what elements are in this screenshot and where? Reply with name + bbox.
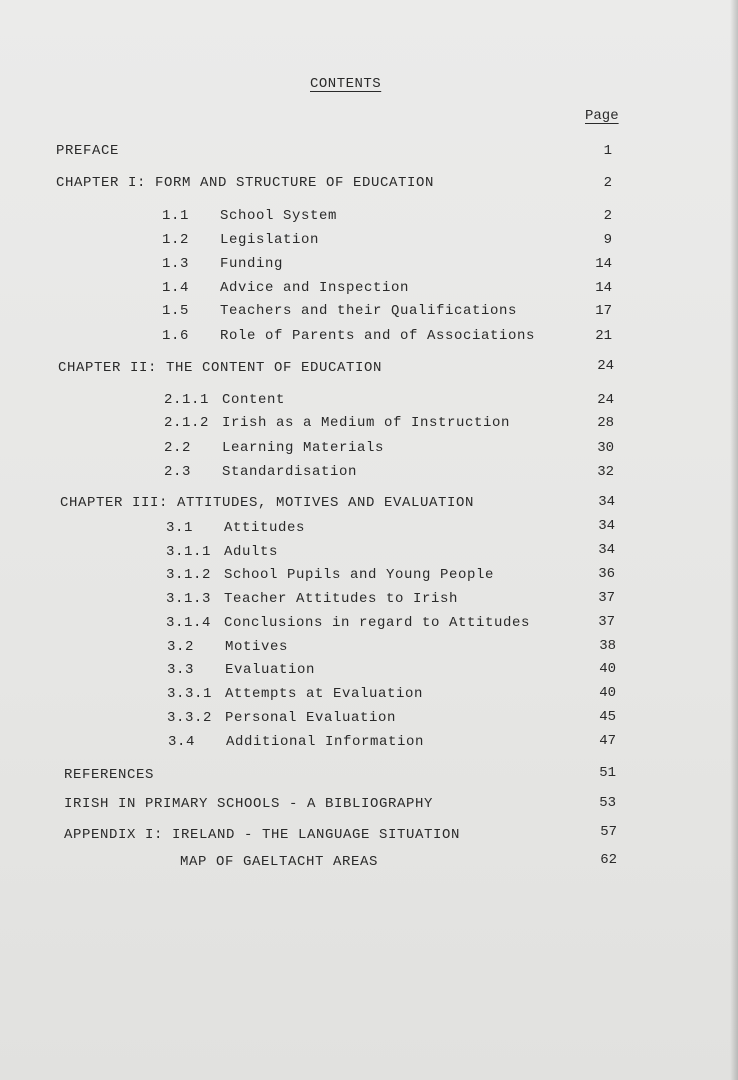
toc-section-entry: [164, 392, 285, 408]
toc-entry-text: CHAPTER III: ATTITUDES, MOTIVES AND EVALUATION: [60, 495, 475, 511]
toc-section-entry: [166, 520, 305, 536]
toc-section-entry: [164, 415, 510, 431]
toc-section-entry: [167, 686, 423, 702]
toc-entry-appendix: [64, 827, 460, 843]
page-column-heading: Page: [585, 108, 619, 124]
toc-section-number: 3.1.4: [166, 615, 212, 631]
toc-chapter-heading: [60, 495, 474, 511]
toc-page-number: 9: [603, 232, 612, 248]
toc-page-number: 14: [595, 256, 612, 272]
toc-chapter-heading: [58, 360, 382, 376]
toc-section-entry: [162, 280, 409, 296]
toc-page-number: 34: [598, 542, 615, 558]
toc-page-number: 47: [599, 733, 616, 749]
toc-entry-text: Teachers and their Qualifications: [220, 303, 518, 319]
toc-page-number: 21: [595, 328, 612, 344]
toc-section-number: 3.1.3: [166, 591, 212, 607]
toc-entry-text: School System: [220, 208, 338, 224]
toc-section-number: 2.1.1: [164, 392, 210, 408]
toc-entry-text: REFERENCES: [64, 767, 155, 783]
toc-page-number: 2: [603, 175, 612, 191]
toc-section-entry: [167, 710, 396, 726]
toc-page-number: 57: [600, 824, 617, 840]
toc-chapter-heading: [56, 175, 434, 191]
toc-entry-text: PREFACE: [56, 143, 120, 159]
toc-section-number: 1.3: [162, 256, 190, 272]
toc-section-entry: [162, 208, 337, 224]
toc-section-number: 3.4: [168, 734, 196, 750]
toc-section-number: 1.4: [162, 280, 190, 296]
toc-section-number: 3.1.2: [166, 567, 212, 583]
toc-page-number: 30: [597, 440, 614, 456]
toc-entry-references: [64, 767, 154, 783]
toc-page-number: 34: [598, 494, 615, 510]
toc-entry-text: Attitudes: [224, 520, 306, 536]
toc-entry-text: Motives: [225, 639, 289, 655]
toc-page-number: 24: [597, 392, 614, 408]
toc-entry-text: Teacher Attitudes to Irish: [224, 591, 459, 607]
toc-page-number: 51: [599, 765, 616, 781]
toc-page-number: 40: [599, 661, 616, 677]
toc-entry-text: Personal Evaluation: [225, 710, 397, 726]
toc-section-entry: [167, 639, 288, 655]
toc-page-number: 28: [597, 415, 614, 431]
toc-entry-text: Learning Materials: [222, 440, 385, 456]
toc-section-number: 1.1: [162, 208, 190, 224]
toc-page-number: 1: [603, 143, 612, 159]
toc-entry-text: Role of Parents and of Associations: [220, 328, 536, 344]
toc-section-number: 1.5: [162, 303, 190, 319]
toc-entry-text: Additional Information: [226, 734, 425, 750]
toc-page-number: 24: [597, 358, 614, 374]
toc-section-entry: [162, 303, 517, 319]
toc-section-entry: [164, 464, 357, 480]
toc-entry-text: Evaluation: [225, 662, 316, 678]
toc-entry-text: School Pupils and Young People: [224, 567, 495, 583]
toc-entry-bibliography: [64, 796, 433, 812]
toc-page-number: 45: [599, 709, 616, 725]
toc-section-number: 2.2: [164, 440, 192, 456]
toc-entry-text: Adults: [224, 544, 279, 560]
toc-page-number: 37: [598, 590, 615, 606]
toc-entry-text: Attempts at Evaluation: [225, 686, 424, 702]
toc-section-entry: [166, 567, 494, 583]
toc-entry-text: Funding: [220, 256, 284, 272]
toc-page-number: 38: [599, 638, 616, 654]
toc-entry-text: Content: [222, 392, 286, 408]
toc-page-number: 14: [595, 280, 612, 296]
toc-section-number: 3.1: [166, 520, 194, 536]
toc-page-number: 17: [595, 303, 612, 319]
toc-section-number: 3.3: [167, 662, 195, 678]
toc-section-number: 3.3.1: [167, 686, 213, 702]
toc-section-entry: [166, 591, 458, 607]
toc-page-number: 32: [597, 464, 614, 480]
toc-section-entry: [162, 232, 319, 248]
toc-section-entry: [168, 734, 424, 750]
toc-page-number: 62: [600, 852, 617, 868]
toc-page-number: 40: [599, 685, 616, 701]
toc-section-entry: [162, 256, 283, 272]
toc-entry-text: CHAPTER I: FORM AND STRUCTURE OF EDUCATION: [56, 175, 435, 191]
toc-entry-text: MAP OF GAELTACHT AREAS: [180, 854, 379, 870]
toc-section-entry: [164, 440, 384, 456]
toc-page-number: 2: [603, 208, 612, 224]
toc-entry-text: Legislation: [220, 232, 320, 248]
toc-section-number: 3.3.2: [167, 710, 213, 726]
toc-entry-preface: [56, 143, 119, 159]
toc-page-number: 36: [598, 566, 615, 582]
toc-section-entry: [166, 615, 530, 631]
toc-page-number: 34: [598, 518, 615, 534]
toc-page-number: 37: [598, 614, 615, 630]
toc-section-number: 2.3: [164, 464, 192, 480]
toc-section-number: 3.1.1: [166, 544, 212, 560]
toc-entry-text: Irish as a Medium of Instruction: [222, 415, 511, 431]
toc-section-entry: [166, 544, 278, 560]
toc-section-number: 2.1.2: [164, 415, 210, 431]
toc-entry-text: CHAPTER II: THE CONTENT OF EDUCATION: [58, 360, 383, 376]
toc-section-number: 3.2: [167, 639, 195, 655]
toc-section-number: 1.6: [162, 328, 190, 344]
toc-entry-text: APPENDIX I: IRELAND - THE LANGUAGE SITUATION: [64, 827, 461, 843]
toc-section-entry: [162, 328, 535, 344]
toc-entry-text: Conclusions in regard to Attitudes: [224, 615, 531, 631]
toc-entry-map: [180, 854, 378, 870]
toc-page-number: 53: [599, 795, 616, 811]
toc-entry-text: IRISH IN PRIMARY SCHOOLS - A BIBLIOGRAPHY: [64, 796, 434, 812]
toc-entry-text: Standardisation: [222, 464, 358, 480]
toc-section-entry: [167, 662, 315, 678]
toc-section-number: 1.2: [162, 232, 190, 248]
page-title: CONTENTS: [310, 76, 382, 92]
toc-entry-text: Advice and Inspection: [220, 280, 410, 296]
